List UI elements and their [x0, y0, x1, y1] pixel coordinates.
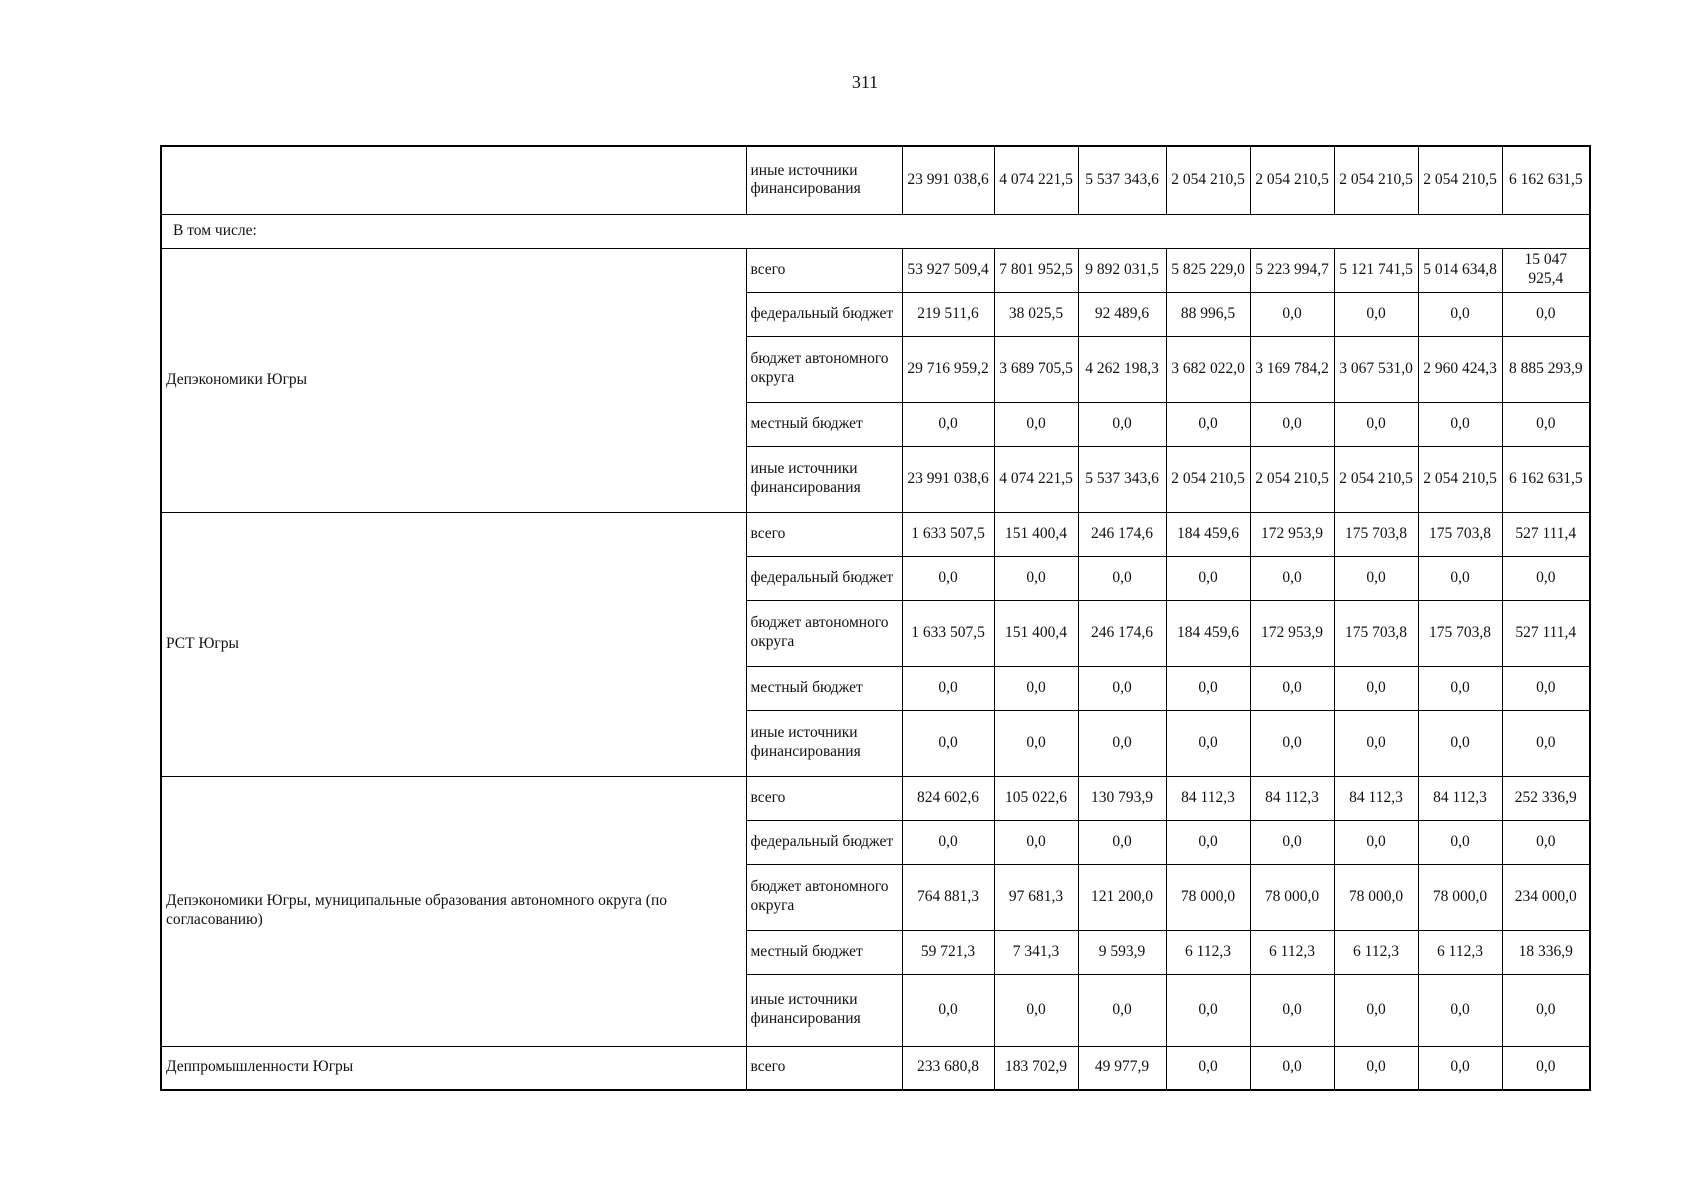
value-cell: 0,0: [902, 710, 994, 776]
value-cell: 105 022,6: [994, 776, 1078, 820]
source-cell: иные источники финансирования: [746, 446, 902, 512]
financing-table: [160, 145, 1591, 1091]
value-cell: 5 537 343,6: [1078, 446, 1166, 512]
value-cell: 53 927 509,4: [902, 248, 994, 292]
value-cell: 246 174,6: [1078, 600, 1166, 666]
value-cell: 0,0: [902, 666, 994, 710]
value-cell: 0,0: [1078, 402, 1166, 446]
source-cell: бюджет автономного округа: [746, 600, 902, 666]
value-cell: 0,0: [1078, 556, 1166, 600]
value-cell: 0,0: [1334, 666, 1418, 710]
value-cell: 78 000,0: [1334, 864, 1418, 930]
value-cell: 0,0: [1502, 556, 1590, 600]
value-cell: 4 262 198,3: [1078, 336, 1166, 402]
source-cell: всего: [746, 248, 902, 292]
page-number: 311: [851, 72, 879, 92]
value-cell: 764 881,3: [902, 864, 994, 930]
value-cell: 0,0: [1502, 1046, 1590, 1090]
value-cell: 84 112,3: [1418, 776, 1502, 820]
executor-cell: Депэкономики Югры, муниципальные образования автономного округа (по согласованию): [161, 776, 746, 1046]
value-cell: 2 054 210,5: [1418, 446, 1502, 512]
source-cell: федеральный бюджет: [746, 556, 902, 600]
value-cell: 0,0: [1418, 974, 1502, 1046]
value-cell: 0,0: [1166, 710, 1250, 776]
value-cell: 0,0: [1418, 292, 1502, 336]
value-cell: 219 511,6: [902, 292, 994, 336]
source-cell: местный бюджет: [746, 930, 902, 974]
value-cell: 0,0: [1078, 666, 1166, 710]
value-cell: 1 633 507,5: [902, 512, 994, 556]
value-cell: 23 991 038,6: [902, 446, 994, 512]
value-cell: 2 054 210,5: [1334, 446, 1418, 512]
value-cell: 0,0: [1418, 666, 1502, 710]
value-cell: 0,0: [1334, 402, 1418, 446]
value-cell: 234 000,0: [1502, 864, 1590, 930]
value-cell: 59 721,3: [902, 930, 994, 974]
value-cell: 0,0: [1250, 710, 1334, 776]
value-cell: 175 703,8: [1334, 512, 1418, 556]
value-cell: 0,0: [994, 666, 1078, 710]
value-cell: 0,0: [1250, 402, 1334, 446]
value-cell: 0,0: [1250, 1046, 1334, 1090]
value-cell: 5 825 229,0: [1166, 248, 1250, 292]
value-cell: 84 112,3: [1334, 776, 1418, 820]
section-row: [161, 214, 1590, 248]
source-cell: иные источники финансирования: [746, 974, 902, 1046]
value-cell: 151 400,4: [994, 600, 1078, 666]
value-cell: 49 977,9: [1078, 1046, 1166, 1090]
value-cell: 0,0: [1334, 820, 1418, 864]
value-cell: 0,0: [1166, 974, 1250, 1046]
value-cell: 6 112,3: [1334, 930, 1418, 974]
source-cell: иные источники финансирования: [746, 146, 902, 214]
value-cell: 0,0: [994, 402, 1078, 446]
value-cell: 0,0: [1250, 974, 1334, 1046]
value-cell: 3 169 784,2: [1250, 336, 1334, 402]
table-row: [161, 776, 1590, 820]
value-cell: 0,0: [1334, 710, 1418, 776]
value-cell: 9 593,9: [1078, 930, 1166, 974]
value-cell: 0,0: [1418, 556, 1502, 600]
value-cell: 88 996,5: [1166, 292, 1250, 336]
value-cell: 3 682 022,0: [1166, 336, 1250, 402]
value-cell: 184 459,6: [1166, 600, 1250, 666]
value-cell: 97 681,3: [994, 864, 1078, 930]
value-cell: 92 489,6: [1078, 292, 1166, 336]
value-cell: 0,0: [994, 974, 1078, 1046]
value-cell: 0,0: [1250, 820, 1334, 864]
value-cell: 84 112,3: [1166, 776, 1250, 820]
source-cell: всего: [746, 1046, 902, 1090]
value-cell: 0,0: [1502, 666, 1590, 710]
value-cell: 18 336,9: [1502, 930, 1590, 974]
source-cell: бюджет автономного округа: [746, 336, 902, 402]
value-cell: 0,0: [994, 556, 1078, 600]
value-cell: 6 162 631,5: [1502, 146, 1590, 214]
executor-cell: Деппромышленности Югры: [161, 1046, 746, 1090]
value-cell: 0,0: [1502, 820, 1590, 864]
value-cell: 0,0: [1250, 666, 1334, 710]
value-cell: 23 991 038,6: [902, 146, 994, 214]
value-cell: 78 000,0: [1250, 864, 1334, 930]
value-cell: 184 459,6: [1166, 512, 1250, 556]
value-cell: 0,0: [902, 820, 994, 864]
value-cell: 0,0: [1418, 820, 1502, 864]
value-cell: 4 074 221,5: [994, 446, 1078, 512]
value-cell: 121 200,0: [1078, 864, 1166, 930]
value-cell: 0,0: [1502, 710, 1590, 776]
value-cell: 2 054 210,5: [1250, 446, 1334, 512]
value-cell: 2 054 210,5: [1334, 146, 1418, 214]
value-cell: 5 223 994,7: [1250, 248, 1334, 292]
value-cell: 7 801 952,5: [994, 248, 1078, 292]
value-cell: 0,0: [1250, 292, 1334, 336]
value-cell: 8 885 293,9: [1502, 336, 1590, 402]
source-cell: всего: [746, 512, 902, 556]
value-cell: 2 054 210,5: [1166, 446, 1250, 512]
source-cell: федеральный бюджет: [746, 820, 902, 864]
value-cell: 0,0: [1334, 974, 1418, 1046]
source-cell: бюджет автономного округа: [746, 864, 902, 930]
section-label: В том числе:: [161, 214, 1590, 248]
value-cell: 6 112,3: [1250, 930, 1334, 974]
table-row: [161, 248, 1590, 292]
value-cell: 0,0: [1418, 402, 1502, 446]
value-cell: 4 074 221,5: [994, 146, 1078, 214]
value-cell: 172 953,9: [1250, 600, 1334, 666]
table-row: [161, 1046, 1590, 1090]
value-cell: 0,0: [1166, 820, 1250, 864]
value-cell: 29 716 959,2: [902, 336, 994, 402]
value-cell: 38 025,5: [994, 292, 1078, 336]
value-cell: 0,0: [902, 556, 994, 600]
source-cell: иные источники финансирования: [746, 710, 902, 776]
source-cell: федеральный бюджет: [746, 292, 902, 336]
executor-cell: Депэкономики Югры: [161, 248, 746, 512]
value-cell: 0,0: [1166, 556, 1250, 600]
value-cell: 175 703,8: [1334, 600, 1418, 666]
value-cell: 6 162 631,5: [1502, 446, 1590, 512]
value-cell: 78 000,0: [1418, 864, 1502, 930]
value-cell: 0,0: [1418, 1046, 1502, 1090]
value-cell: 5 014 634,8: [1418, 248, 1502, 292]
source-cell: местный бюджет: [746, 402, 902, 446]
value-cell: 7 341,3: [994, 930, 1078, 974]
value-cell: 0,0: [1334, 556, 1418, 600]
value-cell: 0,0: [1166, 402, 1250, 446]
value-cell: 0,0: [1078, 974, 1166, 1046]
value-cell: 5 121 741,5: [1334, 248, 1418, 292]
value-cell: 0,0: [1166, 1046, 1250, 1090]
value-cell: 0,0: [1078, 710, 1166, 776]
value-cell: 0,0: [1418, 710, 1502, 776]
value-cell: 9 892 031,5: [1078, 248, 1166, 292]
value-cell: 175 703,8: [1418, 600, 1502, 666]
value-cell: 84 112,3: [1250, 776, 1334, 820]
value-cell: 0,0: [994, 710, 1078, 776]
value-cell: 0,0: [1502, 402, 1590, 446]
value-cell: 0,0: [1334, 292, 1418, 336]
value-cell: 246 174,6: [1078, 512, 1166, 556]
value-cell: 2 054 210,5: [1250, 146, 1334, 214]
executor-cell: [161, 146, 746, 214]
value-cell: 183 702,9: [994, 1046, 1078, 1090]
value-cell: 0,0: [994, 820, 1078, 864]
value-cell: 2 960 424,3: [1418, 336, 1502, 402]
value-cell: 0,0: [1166, 666, 1250, 710]
value-cell: 78 000,0: [1166, 864, 1250, 930]
value-cell: 0,0: [1334, 1046, 1418, 1090]
value-cell: 0,0: [1078, 820, 1166, 864]
value-cell: 0,0: [1250, 556, 1334, 600]
value-cell: 151 400,4: [994, 512, 1078, 556]
value-cell: 252 336,9: [1502, 776, 1590, 820]
executor-cell: РСТ Югры: [161, 512, 746, 776]
table-row: [161, 512, 1590, 556]
value-cell: 1 633 507,5: [902, 600, 994, 666]
value-cell: 824 602,6: [902, 776, 994, 820]
value-cell: 0,0: [1502, 974, 1590, 1046]
value-cell: 15 047 925,4: [1502, 248, 1590, 292]
value-cell: 527 111,4: [1502, 600, 1590, 666]
table-row: [161, 146, 1590, 214]
value-cell: 3 689 705,5: [994, 336, 1078, 402]
value-cell: 527 111,4: [1502, 512, 1590, 556]
value-cell: 2 054 210,5: [1166, 146, 1250, 214]
source-cell: всего: [746, 776, 902, 820]
value-cell: 3 067 531,0: [1334, 336, 1418, 402]
value-cell: 2 054 210,5: [1418, 146, 1502, 214]
value-cell: 5 537 343,6: [1078, 146, 1166, 214]
value-cell: 6 112,3: [1166, 930, 1250, 974]
value-cell: 0,0: [902, 402, 994, 446]
value-cell: 172 953,9: [1250, 512, 1334, 556]
value-cell: 0,0: [902, 974, 994, 1046]
value-cell: 233 680,8: [902, 1046, 994, 1090]
value-cell: 0,0: [1502, 292, 1590, 336]
source-cell: местный бюджет: [746, 666, 902, 710]
value-cell: 130 793,9: [1078, 776, 1166, 820]
value-cell: 6 112,3: [1418, 930, 1502, 974]
value-cell: 175 703,8: [1418, 512, 1502, 556]
